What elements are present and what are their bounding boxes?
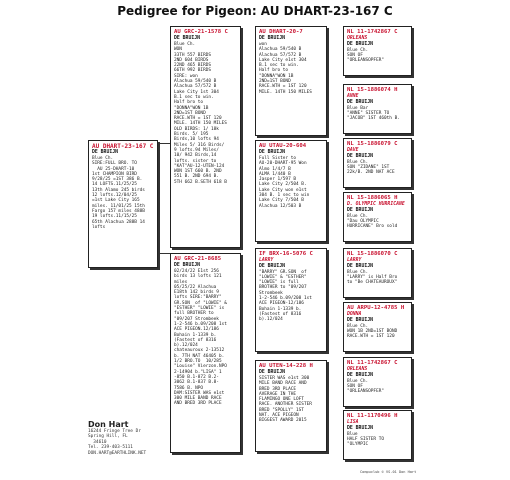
ancestor-card-5[interactable] [343, 248, 412, 298]
owner: DE BRUIJN [347, 99, 373, 105]
pigeon-notes: Blue Ch. WON 1B 2ND=1ST BOND RACE.WTH = 1ST 120 [347, 323, 398, 340]
band-number: IF BRX-16-5076 C [259, 251, 313, 257]
ancestor-card-1[interactable] [343, 26, 412, 76]
band-number: NL 11-1170496 H [347, 413, 398, 419]
owner: DE BRUIJN [259, 36, 285, 41]
band-number: NL 15-1886070 C [347, 251, 398, 257]
owner: DE BRUIJN [259, 370, 285, 375]
owner: DE BRUIJN [347, 41, 373, 47]
pigeon-notes: Blue Ch. "Dau OLYMPIC HURRICANE" Bro sold [347, 213, 398, 230]
pigeon-notes: 02/24/22 E1st 256 birds 13 lofts 121 miles 05/25/22 Alachua E18th 142 birds 9 lofts SIRE:"BARRY" GR.SON of "LOWIE" & "ESTHER" "LOWIE" is full BROTHER to "09/207 Strombeek 1-2-546 b.09/208 1st ACE PIGEON.12/186 Bohain 1-1339 b. (Fastest of 8316 b).12/024 chateauroux 2-13512 b. 7TH NAT 46405 b. 1/2 BRO.TO 10/285 "Louise" Vierzon.NPO 2-14904 b."LISA" 1 -850 B.1-872 B.2- 3062 B.1-837 B.8- 7586 B. NPO DAM:SISTER WAS e1st 300 MILE BAND RACE AND BRED 3RD PLACE [174, 269, 227, 407]
owner: DE BRUIJN [347, 425, 373, 431]
pigeon-notes: SIRE:FULL BRO. TO AU 25-DHART-10 1st CHAMPION BIRD 9/28/25 =1ST 386 B. 14 LOFTS.11/25/25 13th Alamo 245 birds 12 lofts.12/04/25 =1st Lake City 165 miles. 11/01/25 15th Fargo 157 miles 488B 19 lofts.11/15/25 65th Alachua 288B 14 lofts [92, 161, 145, 230]
band-number: NL 11-1742867 C [347, 29, 398, 35]
owner: DE BRUIJN [92, 150, 118, 155]
owner: DE BRUIJN [259, 263, 285, 269]
pigeon-notes: Blue Ch. "LARRY" is Half Bro to "Be CHATEAUROUX" [347, 269, 398, 286]
band-number: AU DHART-20-7 [259, 29, 303, 35]
ancestor-card-8[interactable] [343, 410, 412, 460]
pigeon-name: LARRY [259, 258, 274, 263]
ancestor-card-6[interactable] [343, 302, 412, 352]
pigeon-name: D. OLYMPIC HURRICANE [347, 202, 405, 207]
pigeon-notes: Blue Ch. SON OF "ORLEANSOPFER" [347, 378, 385, 395]
pigeon-notes: Blue HALF SISTER TO "OLYMPIC [347, 431, 385, 448]
owner: DE BRUIJN [347, 372, 373, 378]
dam-dam-card[interactable] [255, 360, 327, 452]
pigeon-name: ORLEANS [347, 36, 368, 41]
pigeon-notes: Blue Ch. SON OF "ORLEANSOPFER" [347, 47, 385, 64]
band-number: AU UTEN-14-228 H [259, 363, 313, 369]
sire-card[interactable] [170, 26, 241, 248]
breeder-address: 16244 Fringe Tree Dr Spring Hill, FL 34610 Tel. 239-403-5111 DON.HART@EARTHLINK.NET [88, 429, 147, 456]
ancestor-card-4[interactable] [343, 192, 412, 242]
band-number: AU GRC-21-8685 [174, 256, 222, 262]
pigeon-name: LISA [347, 420, 359, 425]
owner: DE BRUIJN [347, 207, 373, 213]
band-number: AU DHART-23-167 C [92, 143, 154, 150]
page-title: Pedigree for Pigeon: AU DHART-23-167 C [117, 4, 393, 18]
pigeon-notes: Full Sister to AU-20-DHART-95 Won Almo 1/4/7 B ALMA 1/440 B Jasper 1/597 B Lake City 2/504 B. Lake City won e1st 304 B. 1 sec to win Lake City 7/504 B Alachua 12/503 B [259, 156, 310, 209]
pigeon-notes: Blue Ch. SON "ZIDANE" 1ST 22k/B. 2ND NAT ACE [347, 159, 395, 176]
owner: DE BRUIJN [174, 263, 200, 268]
ancestor-card-3[interactable] [343, 138, 412, 188]
owner: DE BRUIJN [174, 36, 200, 41]
footer-credit: Compuclub © VS.01 Don Hart [360, 470, 417, 474]
pigeon-notes: Blue Bar "ANNE" SISTER TO "JACOB" 1ST 460th B. [347, 105, 400, 122]
sire-sire-card[interactable] [255, 26, 327, 136]
ancestor-card-7[interactable] [343, 357, 412, 407]
owner: DE BRUIJN [347, 263, 373, 269]
band-number: AU ARPU-12-4785 H [347, 305, 405, 311]
band-number: NL 15-1886065 H [347, 195, 398, 201]
owner: DE BRUIJN [347, 317, 373, 323]
dam-sire-card[interactable] [255, 248, 327, 352]
pigeon-name: ANNE [347, 94, 359, 99]
color: Blue Ch. [92, 156, 114, 161]
pigeon-notes: Blue Ch. WON 33TH 557 BIRDS 2ND 604 BIRDS 22ND 465 BIRDS 66TH 992 BIRDS SIRE: won Alachua 59/540 B Alachua 57/572 B Lake City 1st 304 B.1 sec to win. Half bro to "DONNA"WON 1B 2ND=1ST BOND RACE.WTH = 1ST 120 MILE. 14TH 150 MILES OLD BIRDS: 1/ 18k Birds. 5/ 195 Birds,10 lofts 94 Miles 5/ 316 Birds/ 9 lofts.94 Miles/ 10/ 942 Birds,14 lofts. sister to "KAT"AU-12-UTEN-124 WON 1ST 660 B. 2ND 551 B. 2ND 694 B. 5TH 662 B.SETH 618 B [174, 42, 227, 185]
pigeon-notes: won Alachua 59/540 B Alachua 57/572 B Lake City e1st 304 B.1 sec to win. Half bro to "DONNA"WON 1B 2ND=1ST BOND RACE.WTH = 1ST 120 MILE. 14TH 150 MILES [259, 42, 312, 95]
breeder-info [88, 420, 146, 456]
pigeon-name: DONNA [347, 312, 362, 317]
band-number: NL 15-1886074 H [347, 87, 398, 93]
pigeon-notes: "BARRY" GR.SON of "LOWIE" & "ESTHER" "LOWIE" is full BROTHER to "09/207 Strombeek 1-2-546 b.09/208 1st ACE PIGEON-12/186 Bohain 1-1339 b. (Fastest of 8316 b).12/024 [259, 269, 312, 323]
pigeon-name: LARRY [347, 258, 362, 263]
dam-card[interactable] [170, 253, 241, 453]
pigeon-name: DAVE [347, 148, 359, 153]
band-number: NL 15-1886079 C [347, 141, 398, 147]
band-number: AU UTAU-20-604 [259, 143, 307, 149]
owner: DE BRUIJN [259, 150, 285, 155]
pigeon-notes: SISTER WAS e1st 300 MILE BAND RACE AND BRED 3RD PLACE AVERAGE IN THE FLAMINGO ONE LOFT RACE. ANOTHER SISTER BRED "SPOLLY" 1ST NAT. ACE PIGEON BIGGEST AWARD 2015 [259, 376, 312, 424]
subject-pigeon-card[interactable] [88, 140, 158, 268]
ancestor-card-2[interactable] [343, 84, 412, 134]
sire-dam-card[interactable] [255, 140, 327, 242]
pigeon-name: ORLEANS [347, 367, 368, 372]
band-number: NL 11-1742867 C [347, 360, 398, 366]
band-number: AU GRC-21-1578 C [174, 29, 228, 35]
breeder-name: Don Hart [88, 420, 129, 429]
owner: DE BRUIJN [347, 153, 373, 159]
